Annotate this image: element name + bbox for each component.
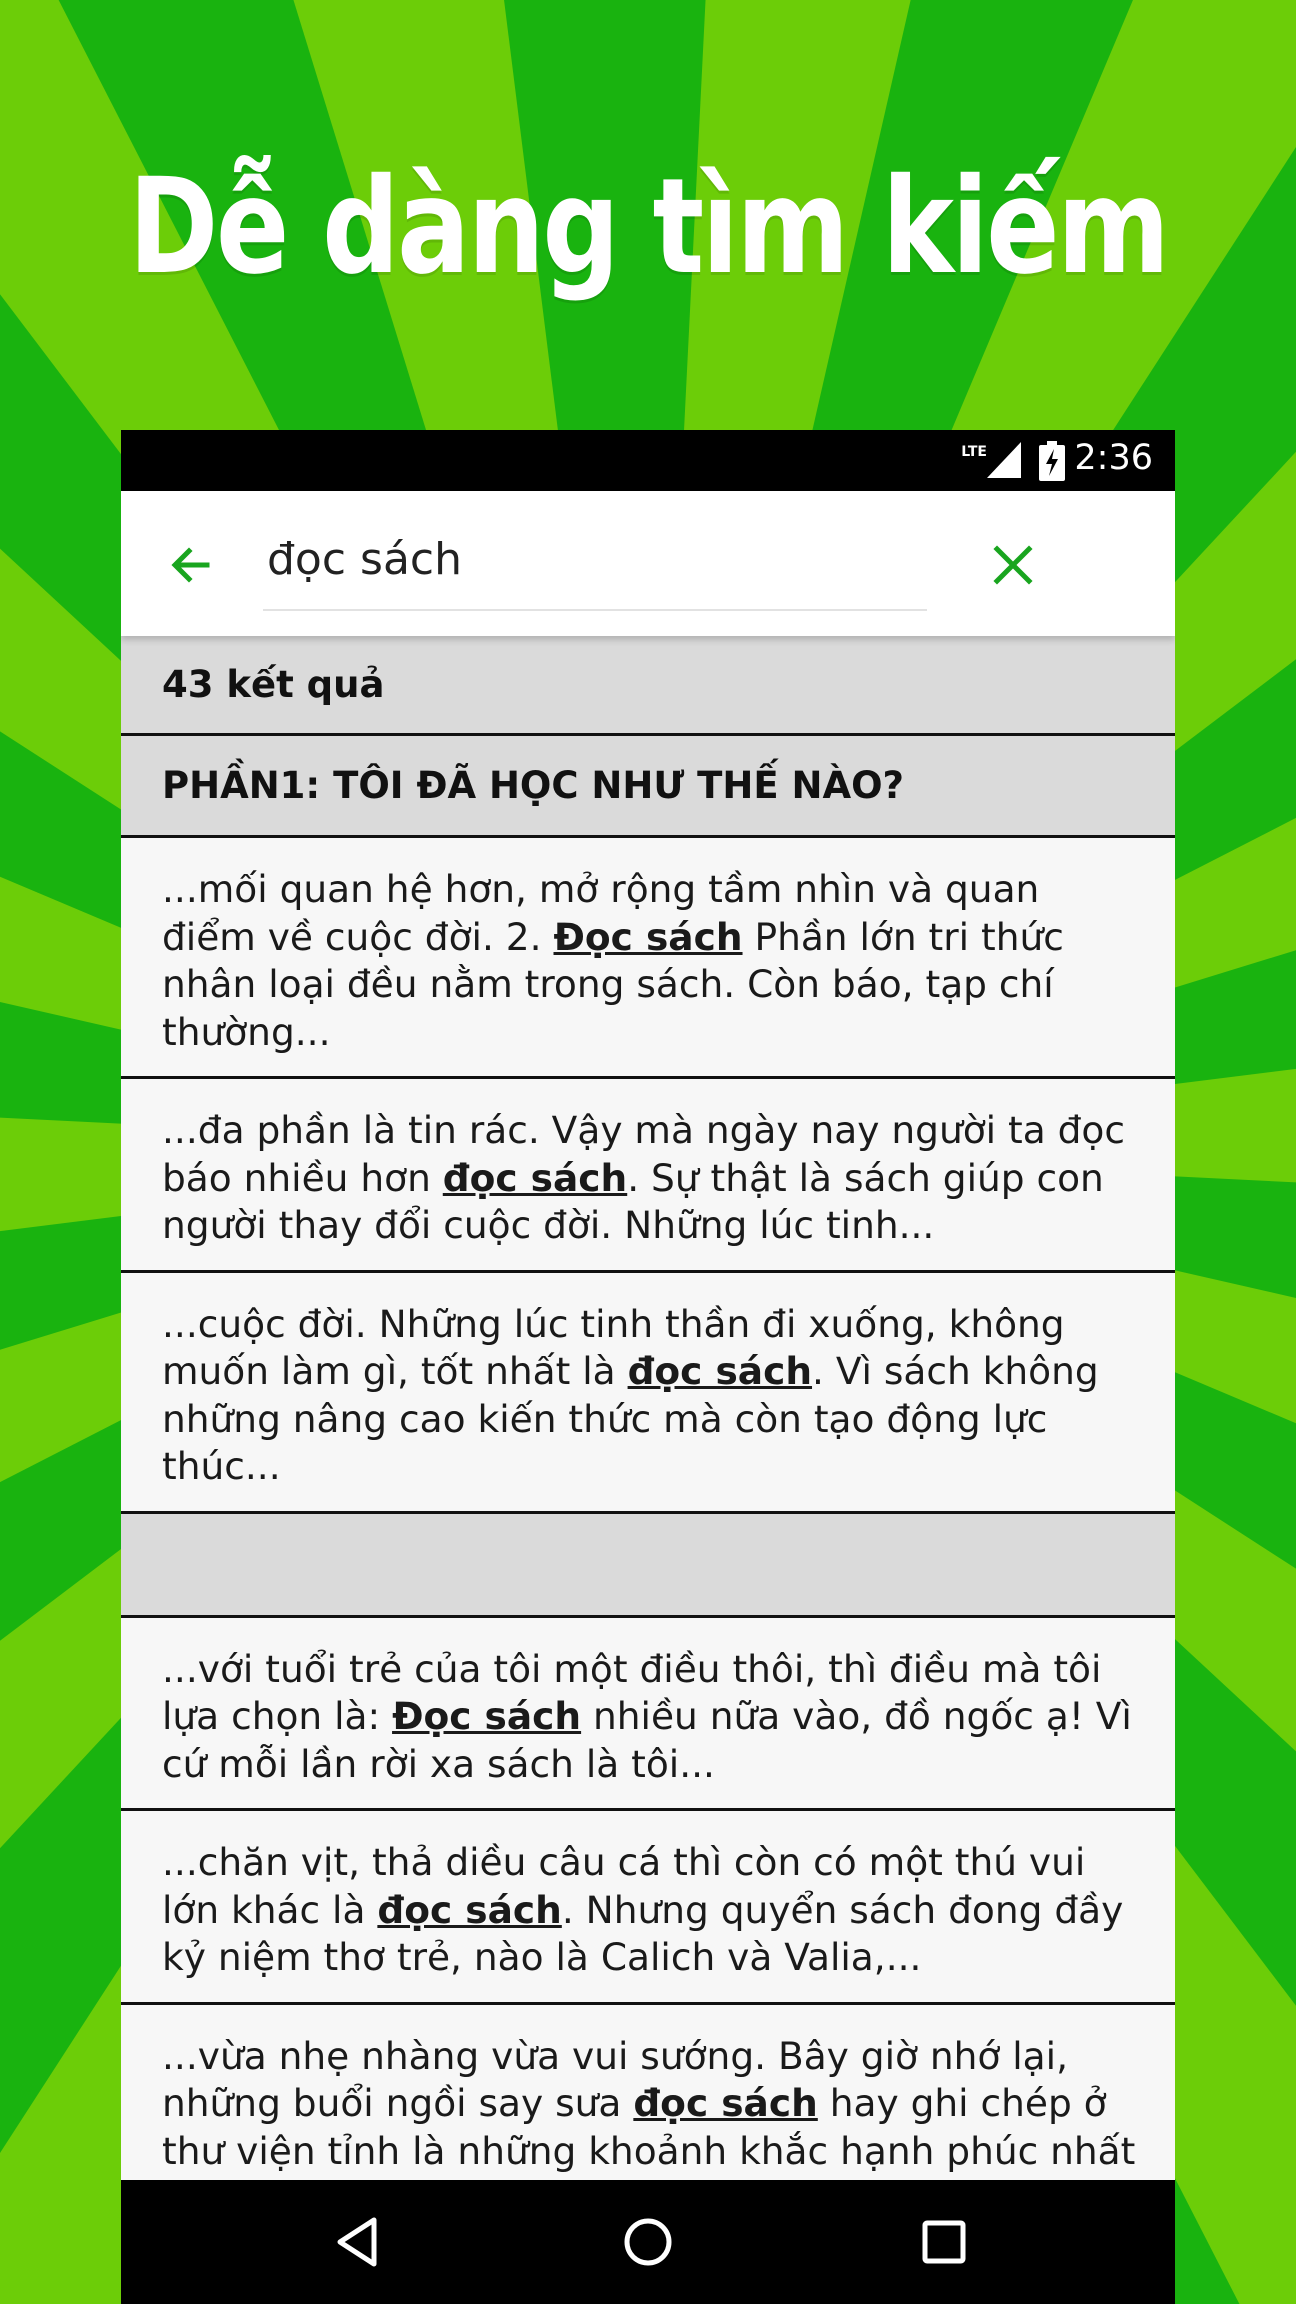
search-result-item[interactable]	[121, 838, 1175, 1079]
snippet-text: nhiều nữa vào, đồ ngốc ạ! Vì cứ mỗi lần rời xa sách là tôi...	[162, 1694, 1132, 1786]
search-input[interactable]	[263, 509, 927, 611]
snippet-text: . Nhưng quyển sách đong đầy kỷ niệm thơ trẻ, nào là Calich và Valia,...	[162, 1887, 1124, 1979]
section-header[interactable]: PHẦN1: TÔI ĐÃ HỌC NHƯ THẾ NÀO?	[121, 736, 1175, 838]
home-circle-icon	[623, 2217, 673, 2267]
result-group-2	[121, 1618, 1175, 2246]
results-list	[121, 636, 1175, 2246]
snippet-match: đọc sách	[627, 1349, 813, 1393]
snippet-text: . Sự thật là sách giúp con người thay đổi cuộc đời. Những lúc tinh...	[162, 1155, 1104, 1247]
section-header-empty	[121, 1514, 1175, 1618]
snippet-text: ...với tuổi trẻ của tôi một điều thôi, thì điều mà tôi lựa chọn là:	[162, 1646, 1102, 1738]
snippet-text: ...vừa nhẹ nhàng vừa vui sướng. Bây giờ nhớ lại, những buổi ngồi say sưa	[162, 2033, 1069, 2125]
snippet-text: Phần lớn tri thức nhân loại đều nằm trong sách. Còn báo, tạp chí thường...	[162, 914, 1064, 1054]
back-button[interactable]	[161, 535, 221, 595]
battery-charging-icon	[1039, 441, 1065, 485]
snippet-text: . Vì sách không những nâng cao kiến thức mà còn tạo động lực thúc...	[162, 1349, 1099, 1488]
search-result-item[interactable]	[121, 1079, 1175, 1273]
search-result-item[interactable]	[121, 1811, 1175, 2005]
promo-title: Dễ dàng tìm kiếm	[128, 150, 1168, 304]
status-bar	[121, 430, 1175, 491]
search-toolbar	[121, 491, 1175, 636]
navigation-bar	[121, 2180, 1175, 2304]
snippet-text: ...chăn vịt, thả diều câu cá thì còn có một thú vui lớn khác là	[162, 1840, 1086, 1932]
result-count: 43 kết quả	[121, 636, 1175, 736]
search-result-item[interactable]	[121, 1618, 1175, 1812]
arrow-left-icon	[167, 541, 215, 589]
result-group-1	[121, 838, 1175, 1514]
phone-screen	[121, 430, 1175, 2304]
close-icon	[993, 545, 1033, 585]
back-triangle-icon	[334, 2216, 382, 2268]
snippet-match: Đọc sách	[392, 1694, 582, 1738]
nav-home-button[interactable]	[616, 2210, 680, 2274]
snippet-text: hay ghi chép ở thư viện tỉnh là những khoảnh khắc hạnh phúc nhất	[162, 2081, 1136, 2173]
network-type-label: LTE	[961, 444, 987, 460]
clear-search-button[interactable]	[983, 535, 1043, 595]
snippet-text: ...mối quan hệ hơn, mở rộng tầm nhìn và quan điểm về cuộc đời. 2.	[162, 867, 1040, 959]
snippet-text: ...cuộc đời. Những lúc tinh thần đi xuống, không muốn làm gì, tốt nhất là	[162, 1301, 1065, 1393]
snippet-match: đọc sách	[442, 1155, 628, 1200]
snippet-text: ...đa phần là tin rác. Vậy mà ngày nay người ta đọc báo nhiều hơn	[162, 1108, 1125, 1200]
snippet-match: đọc sách	[377, 1887, 562, 1932]
nav-back-button[interactable]	[326, 2210, 390, 2274]
snippet-match: Đọc sách	[553, 914, 743, 959]
signal-icon	[987, 442, 1021, 482]
search-result-item[interactable]	[121, 1273, 1175, 1514]
nav-recents-button[interactable]	[912, 2210, 976, 2274]
snippet-match: đọc sách	[633, 2081, 818, 2125]
recents-square-icon	[921, 2219, 967, 2265]
status-time: 2:36	[1074, 438, 1153, 478]
